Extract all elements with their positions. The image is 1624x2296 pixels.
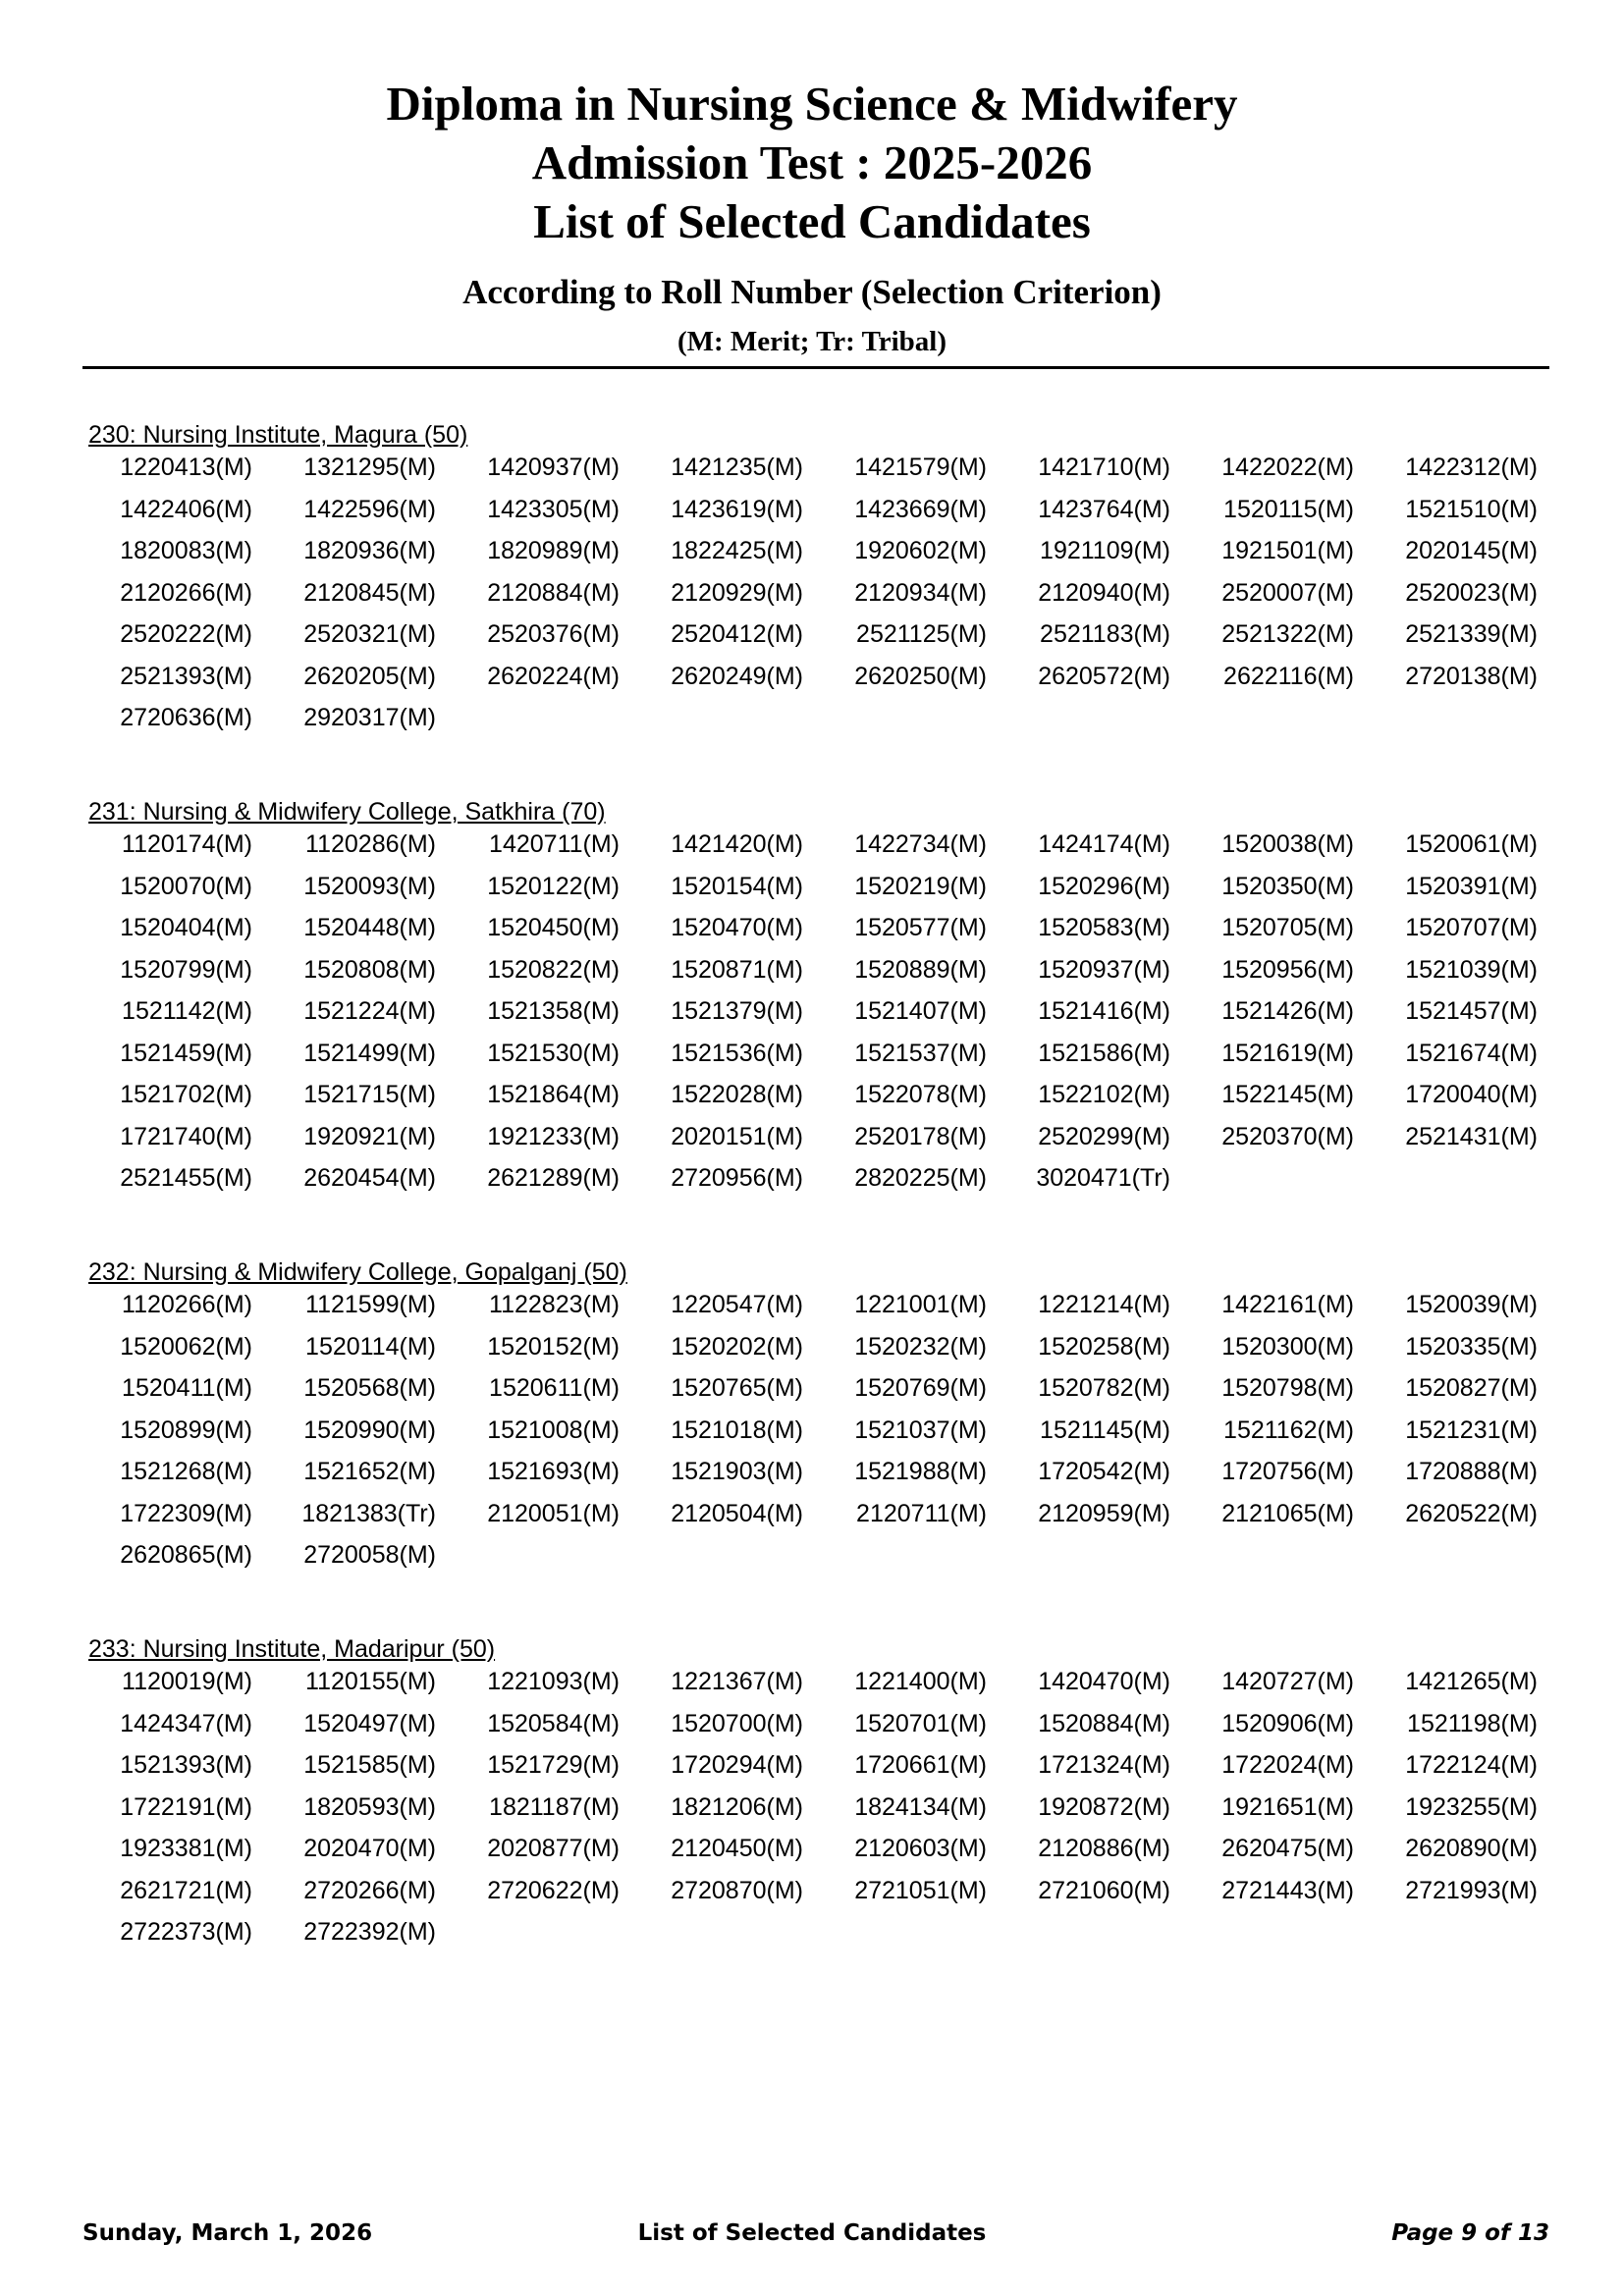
roll-number: 1422161(M) — [1221, 1291, 1354, 1318]
roll-number: 1921501(M) — [1221, 537, 1354, 564]
roll-number: 1722309(M) — [120, 1499, 252, 1527]
roll-number: 2120603(M) — [854, 1835, 987, 1862]
roll-number: 1521674(M) — [1405, 1039, 1538, 1067]
roll-number: 2520321(M) — [303, 620, 436, 648]
roll-number: 1821206(M) — [671, 1792, 803, 1821]
roll-number: 1520584(M) — [487, 1709, 620, 1737]
roll-number: 1421579(M) — [854, 454, 987, 481]
roll-number: 1520154(M) — [671, 872, 803, 900]
roll-number: 1521585(M) — [303, 1751, 436, 1779]
roll-number: 1521693(M) — [487, 1458, 620, 1485]
roll-number: 2620475(M) — [1221, 1835, 1354, 1862]
roll-number: 1321295(M) — [303, 454, 436, 481]
roll-number: 2721060(M) — [1038, 1876, 1170, 1904]
roll-number: 2521393(M) — [120, 662, 252, 690]
section-title: 233: Nursing Institute, Madaripur (50) — [88, 1635, 496, 1663]
roll-number: 1120019(M) — [122, 1668, 252, 1695]
roll-number: 1423619(M) — [671, 495, 803, 523]
roll-number: 1521499(M) — [303, 1039, 436, 1067]
roll-number: 1220547(M) — [671, 1291, 803, 1318]
roll-number: 2622116(M) — [1223, 662, 1354, 690]
roll-number: 1520202(M) — [671, 1332, 803, 1361]
roll-number: 1521903(M) — [671, 1458, 803, 1485]
roll-number: 1521715(M) — [303, 1081, 436, 1108]
roll-number: 2520370(M) — [1221, 1122, 1354, 1150]
roll-number: 1221214(M) — [1038, 1291, 1170, 1318]
roll-number: 2620522(M) — [1405, 1499, 1538, 1527]
legend: (M: Merit; Tr: Tribal) — [677, 326, 947, 357]
roll-number: 1521864(M) — [487, 1081, 620, 1108]
roll-number: 1520611(M) — [489, 1374, 620, 1402]
roll-number: 2120266(M) — [120, 578, 252, 607]
roll-number: 1423764(M) — [1038, 495, 1170, 523]
roll-number: 1121599(M) — [305, 1291, 436, 1318]
roll-grid — [88, 1667, 1561, 1959]
roll-number: 1521619(M) — [1221, 1039, 1354, 1067]
roll-number: 1520152(M) — [487, 1332, 620, 1361]
roll-number: 1520300(M) — [1221, 1332, 1354, 1361]
roll-number: 2521125(M) — [856, 620, 987, 648]
roll-number: 1521198(M) — [1407, 1709, 1538, 1737]
roll-number: 2720138(M) — [1405, 662, 1538, 690]
roll-number: 1521393(M) — [120, 1751, 252, 1779]
roll-number: 1120174(M) — [122, 830, 252, 858]
roll-number: 1520219(M) — [854, 872, 987, 900]
roll-number: 2520007(M) — [1221, 578, 1354, 607]
roll-number: 1921233(M) — [487, 1122, 620, 1150]
roll-number: 1520871(M) — [671, 955, 803, 984]
roll-number: 2521431(M) — [1405, 1122, 1538, 1150]
roll-number: 1521407(M) — [854, 997, 987, 1025]
roll-number: 2721993(M) — [1405, 1876, 1538, 1904]
roll-number: 1422734(M) — [854, 830, 987, 858]
roll-number: 1420470(M) — [1038, 1668, 1170, 1695]
roll-number: 2620205(M) — [303, 662, 436, 690]
roll-number: 1520782(M) — [1038, 1374, 1170, 1402]
title-line-1: Diploma in Nursing Science & Midwifery — [386, 77, 1238, 131]
roll-number: 1120266(M) — [122, 1291, 252, 1318]
roll-number: 1520583(M) — [1038, 914, 1170, 941]
roll-number: 1120286(M) — [305, 830, 436, 858]
roll-number: 1221367(M) — [671, 1668, 803, 1695]
roll-number: 2121065(M) — [1221, 1499, 1354, 1527]
roll-number: 1424174(M) — [1038, 830, 1170, 858]
institute-section-233 — [88, 1634, 1561, 1959]
roll-number: 1220413(M) — [120, 454, 252, 481]
roll-number: 1821383(Tr) — [301, 1499, 436, 1527]
roll-number: 1522145(M) — [1221, 1081, 1354, 1108]
roll-number: 1520822(M) — [487, 955, 620, 984]
roll-number: 2120886(M) — [1038, 1835, 1170, 1862]
roll-number: 1521586(M) — [1038, 1039, 1170, 1067]
roll-number: 1520122(M) — [487, 872, 620, 900]
roll-number: 1521426(M) — [1221, 997, 1354, 1025]
roll-number: 1521530(M) — [487, 1039, 620, 1067]
roll-number: 1521008(M) — [487, 1415, 620, 1444]
roll-number: 1520884(M) — [1038, 1709, 1170, 1737]
roll-number: 1520906(M) — [1221, 1709, 1354, 1737]
roll-number: 3020471(Tr) — [1036, 1164, 1170, 1192]
roll-number: 2720058(M) — [303, 1541, 436, 1569]
roll-number: 1520062(M) — [120, 1332, 252, 1361]
roll-number: 2722392(M) — [303, 1918, 436, 1946]
roll-number: 2521455(M) — [120, 1164, 252, 1192]
roll-number: 2720870(M) — [671, 1876, 803, 1904]
roll-number: 1521142(M) — [122, 997, 252, 1025]
title-line-2: Admission Test : 2025-2026 — [531, 135, 1093, 189]
roll-number: 2621721(M) — [120, 1876, 252, 1904]
roll-number: 1520038(M) — [1221, 830, 1354, 858]
roll-number: 1720040(M) — [1405, 1081, 1538, 1108]
roll-number: 1721324(M) — [1038, 1751, 1170, 1779]
roll-number: 1422406(M) — [120, 495, 252, 523]
roll-number: 1920921(M) — [303, 1122, 436, 1150]
roll-number: 2521339(M) — [1405, 620, 1538, 648]
roll-number: 1221400(M) — [854, 1668, 987, 1695]
roll-number: 1720294(M) — [671, 1751, 803, 1779]
roll-number: 1820989(M) — [487, 537, 620, 564]
roll-number: 1820593(M) — [303, 1792, 436, 1821]
roll-grid — [88, 1290, 1561, 1582]
roll-number: 1520061(M) — [1405, 830, 1538, 858]
roll-number: 1521224(M) — [303, 997, 436, 1025]
roll-number: 2720266(M) — [303, 1876, 436, 1904]
roll-number: 1521416(M) — [1038, 997, 1170, 1025]
roll-number: 1720542(M) — [1038, 1458, 1170, 1485]
roll-number: 1520115(M) — [1223, 495, 1354, 523]
roll-number: 2020877(M) — [487, 1835, 620, 1862]
roll-number: 1520039(M) — [1405, 1291, 1538, 1318]
roll-number: 1520808(M) — [303, 955, 436, 984]
roll-number: 1521268(M) — [120, 1458, 252, 1485]
roll-number: 2920317(M) — [303, 704, 436, 731]
roll-number: 1722024(M) — [1221, 1751, 1354, 1779]
roll-number: 1520937(M) — [1038, 955, 1170, 984]
roll-number: 1520705(M) — [1221, 914, 1354, 941]
roll-number: 2521322(M) — [1221, 620, 1354, 648]
subtitle: According to Roll Number (Selection Criterion) — [462, 273, 1162, 311]
footer-date: Sunday, March 1, 2026 — [82, 2220, 373, 2246]
roll-number: 1520258(M) — [1038, 1332, 1170, 1361]
roll-number: 1921109(M) — [1040, 537, 1170, 564]
roll-number: 2120959(M) — [1038, 1499, 1170, 1527]
institute-section-231 — [88, 797, 1561, 1205]
roll-number: 1521537(M) — [854, 1039, 987, 1067]
roll-number: 1520956(M) — [1221, 955, 1354, 984]
roll-number: 2120845(M) — [303, 578, 436, 607]
roll-number: 1120155(M) — [305, 1668, 436, 1695]
roll-number: 2620454(M) — [303, 1164, 436, 1192]
roll-number: 1720756(M) — [1221, 1458, 1354, 1485]
roll-number: 1521231(M) — [1405, 1415, 1538, 1444]
roll-number: 1421265(M) — [1405, 1668, 1538, 1695]
roll-number: 1520411(M) — [122, 1374, 252, 1402]
roll-number: 1421420(M) — [671, 830, 803, 858]
footer-page-number: Page 9 of 13 — [1391, 2220, 1549, 2246]
roll-number: 1520707(M) — [1405, 914, 1538, 941]
roll-number: 1422022(M) — [1221, 454, 1354, 481]
roll-number: 2520412(M) — [671, 620, 803, 648]
roll-number: 1520765(M) — [671, 1374, 803, 1402]
roll-number: 1820083(M) — [120, 537, 252, 564]
roll-number: 2520376(M) — [487, 620, 620, 648]
roll-number: 1521037(M) — [854, 1415, 987, 1444]
roll-number: 2720956(M) — [671, 1164, 803, 1192]
roll-number: 1923255(M) — [1405, 1792, 1538, 1821]
roll-number: 1520568(M) — [303, 1374, 436, 1402]
roll-number: 1520335(M) — [1405, 1332, 1538, 1361]
roll-number: 1420711(M) — [489, 830, 620, 858]
roll-number: 2120884(M) — [487, 578, 620, 607]
footer-title: List of Selected Candidates — [637, 2220, 987, 2246]
roll-number: 2620572(M) — [1038, 662, 1170, 690]
roll-number: 2721443(M) — [1221, 1876, 1354, 1904]
roll-number: 1921651(M) — [1221, 1792, 1354, 1821]
roll-number: 2521183(M) — [1040, 620, 1170, 648]
section-title: 230: Nursing Institute, Magura (50) — [88, 421, 468, 449]
roll-number: 1720888(M) — [1405, 1458, 1538, 1485]
roll-number: 1520114(M) — [305, 1332, 436, 1361]
roll-number: 1520497(M) — [303, 1709, 436, 1737]
roll-number: 1520577(M) — [854, 914, 987, 941]
roll-number: 1420727(M) — [1221, 1668, 1354, 1695]
roll-number: 1520404(M) — [120, 914, 252, 941]
roll-number: 1521457(M) — [1405, 997, 1538, 1025]
title-line-3: List of Selected Candidates — [533, 194, 1091, 248]
roll-number: 1721740(M) — [120, 1122, 252, 1150]
roll-grid — [88, 453, 1561, 745]
roll-number: 1920602(M) — [854, 537, 987, 564]
roll-number: 2620890(M) — [1405, 1835, 1538, 1862]
institute-section-230 — [88, 420, 1561, 745]
roll-number: 1720661(M) — [854, 1751, 987, 1779]
roll-number: 1521018(M) — [671, 1415, 803, 1444]
roll-number: 1520070(M) — [120, 872, 252, 900]
roll-number: 1520391(M) — [1405, 872, 1538, 900]
header-divider — [82, 366, 1549, 369]
roll-number: 1820936(M) — [303, 537, 436, 564]
roll-number: 2720622(M) — [487, 1876, 620, 1904]
roll-number: 1422312(M) — [1405, 454, 1538, 481]
roll-number: 2620249(M) — [671, 662, 803, 690]
roll-number: 2020145(M) — [1405, 537, 1538, 564]
roll-number: 1521729(M) — [487, 1751, 620, 1779]
roll-number: 2721051(M) — [854, 1876, 987, 1904]
roll-number: 1520827(M) — [1405, 1374, 1538, 1402]
roll-number: 1522078(M) — [854, 1081, 987, 1108]
roll-number: 2120504(M) — [671, 1499, 803, 1527]
section-title: 231: Nursing & Midwifery College, Satkhira (70) — [88, 798, 606, 826]
roll-number: 1520350(M) — [1221, 872, 1354, 900]
roll-number: 2520023(M) — [1405, 578, 1538, 607]
roll-number: 1422596(M) — [303, 495, 436, 523]
roll-number: 1521988(M) — [854, 1458, 987, 1485]
roll-number: 1522028(M) — [671, 1081, 803, 1108]
roll-number: 1521162(M) — [1223, 1415, 1354, 1444]
roll-number: 2020470(M) — [303, 1835, 436, 1862]
roll-number: 1521039(M) — [1405, 955, 1538, 984]
roll-number: 1521702(M) — [120, 1081, 252, 1108]
roll-number: 1421235(M) — [671, 454, 803, 481]
roll-number: 1520889(M) — [854, 955, 987, 984]
roll-number: 2722373(M) — [120, 1918, 252, 1946]
roll-number: 2120940(M) — [1038, 578, 1170, 607]
roll-number: 2620224(M) — [487, 662, 620, 690]
roll-number: 1420937(M) — [487, 454, 620, 481]
roll-number: 2120934(M) — [854, 578, 987, 607]
roll-number: 1122823(M) — [489, 1291, 620, 1318]
roll-number: 2620865(M) — [120, 1541, 252, 1569]
roll-number: 1520769(M) — [854, 1374, 987, 1402]
institute-section-232 — [88, 1257, 1561, 1582]
roll-number: 1221001(M) — [854, 1291, 987, 1318]
roll-number: 1920872(M) — [1038, 1792, 1170, 1821]
roll-number: 1520448(M) — [303, 914, 436, 941]
roll-number: 2620250(M) — [854, 662, 987, 690]
roll-number: 2520299(M) — [1038, 1122, 1170, 1150]
roll-number: 1821187(M) — [489, 1792, 620, 1821]
roll-number: 2120711(M) — [856, 1499, 987, 1527]
roll-number: 1520470(M) — [671, 914, 803, 941]
roll-grid — [88, 829, 1561, 1205]
roll-number: 1923381(M) — [120, 1835, 252, 1862]
roll-number: 2621289(M) — [487, 1164, 620, 1192]
roll-number: 2120929(M) — [671, 578, 803, 607]
roll-number: 1520232(M) — [854, 1332, 987, 1361]
roll-number: 1521536(M) — [671, 1039, 803, 1067]
roll-number: 1521652(M) — [303, 1458, 436, 1485]
roll-number: 1421710(M) — [1038, 454, 1170, 481]
roll-number: 1520296(M) — [1038, 872, 1170, 900]
roll-number: 2520222(M) — [120, 620, 252, 648]
roll-number: 2520178(M) — [854, 1122, 987, 1150]
roll-number: 1722124(M) — [1405, 1751, 1538, 1779]
roll-number: 1423305(M) — [487, 495, 620, 523]
roll-number: 1221093(M) — [487, 1668, 620, 1695]
roll-number: 1520899(M) — [120, 1415, 252, 1444]
roll-number: 1520990(M) — [303, 1415, 436, 1444]
roll-number: 2120450(M) — [671, 1835, 803, 1862]
roll-number: 2020151(M) — [671, 1122, 803, 1150]
roll-number: 1520799(M) — [120, 955, 252, 984]
roll-number: 2720636(M) — [120, 704, 252, 731]
section-title: 232: Nursing & Midwifery College, Gopalganj (50) — [88, 1258, 627, 1286]
roll-number: 1521510(M) — [1405, 495, 1538, 523]
roll-number: 1522102(M) — [1038, 1081, 1170, 1108]
roll-number: 1423669(M) — [854, 495, 987, 523]
roll-number: 1521145(M) — [1040, 1415, 1170, 1444]
roll-number: 1520093(M) — [303, 872, 436, 900]
roll-number: 1822425(M) — [671, 537, 803, 564]
roll-number: 2120051(M) — [487, 1499, 620, 1527]
roll-number: 1520700(M) — [671, 1709, 803, 1737]
roll-number: 1521459(M) — [120, 1039, 252, 1067]
roll-number: 2820225(M) — [854, 1164, 987, 1192]
roll-number: 1824134(M) — [854, 1792, 987, 1821]
roll-number: 1521358(M) — [487, 997, 620, 1025]
roll-number: 1521379(M) — [671, 997, 803, 1025]
roll-number: 1722191(M) — [120, 1792, 252, 1821]
roll-number: 1520701(M) — [854, 1709, 987, 1737]
roll-number: 1520798(M) — [1221, 1374, 1354, 1402]
roll-number: 1424347(M) — [120, 1709, 252, 1737]
roll-number: 1520450(M) — [487, 914, 620, 941]
